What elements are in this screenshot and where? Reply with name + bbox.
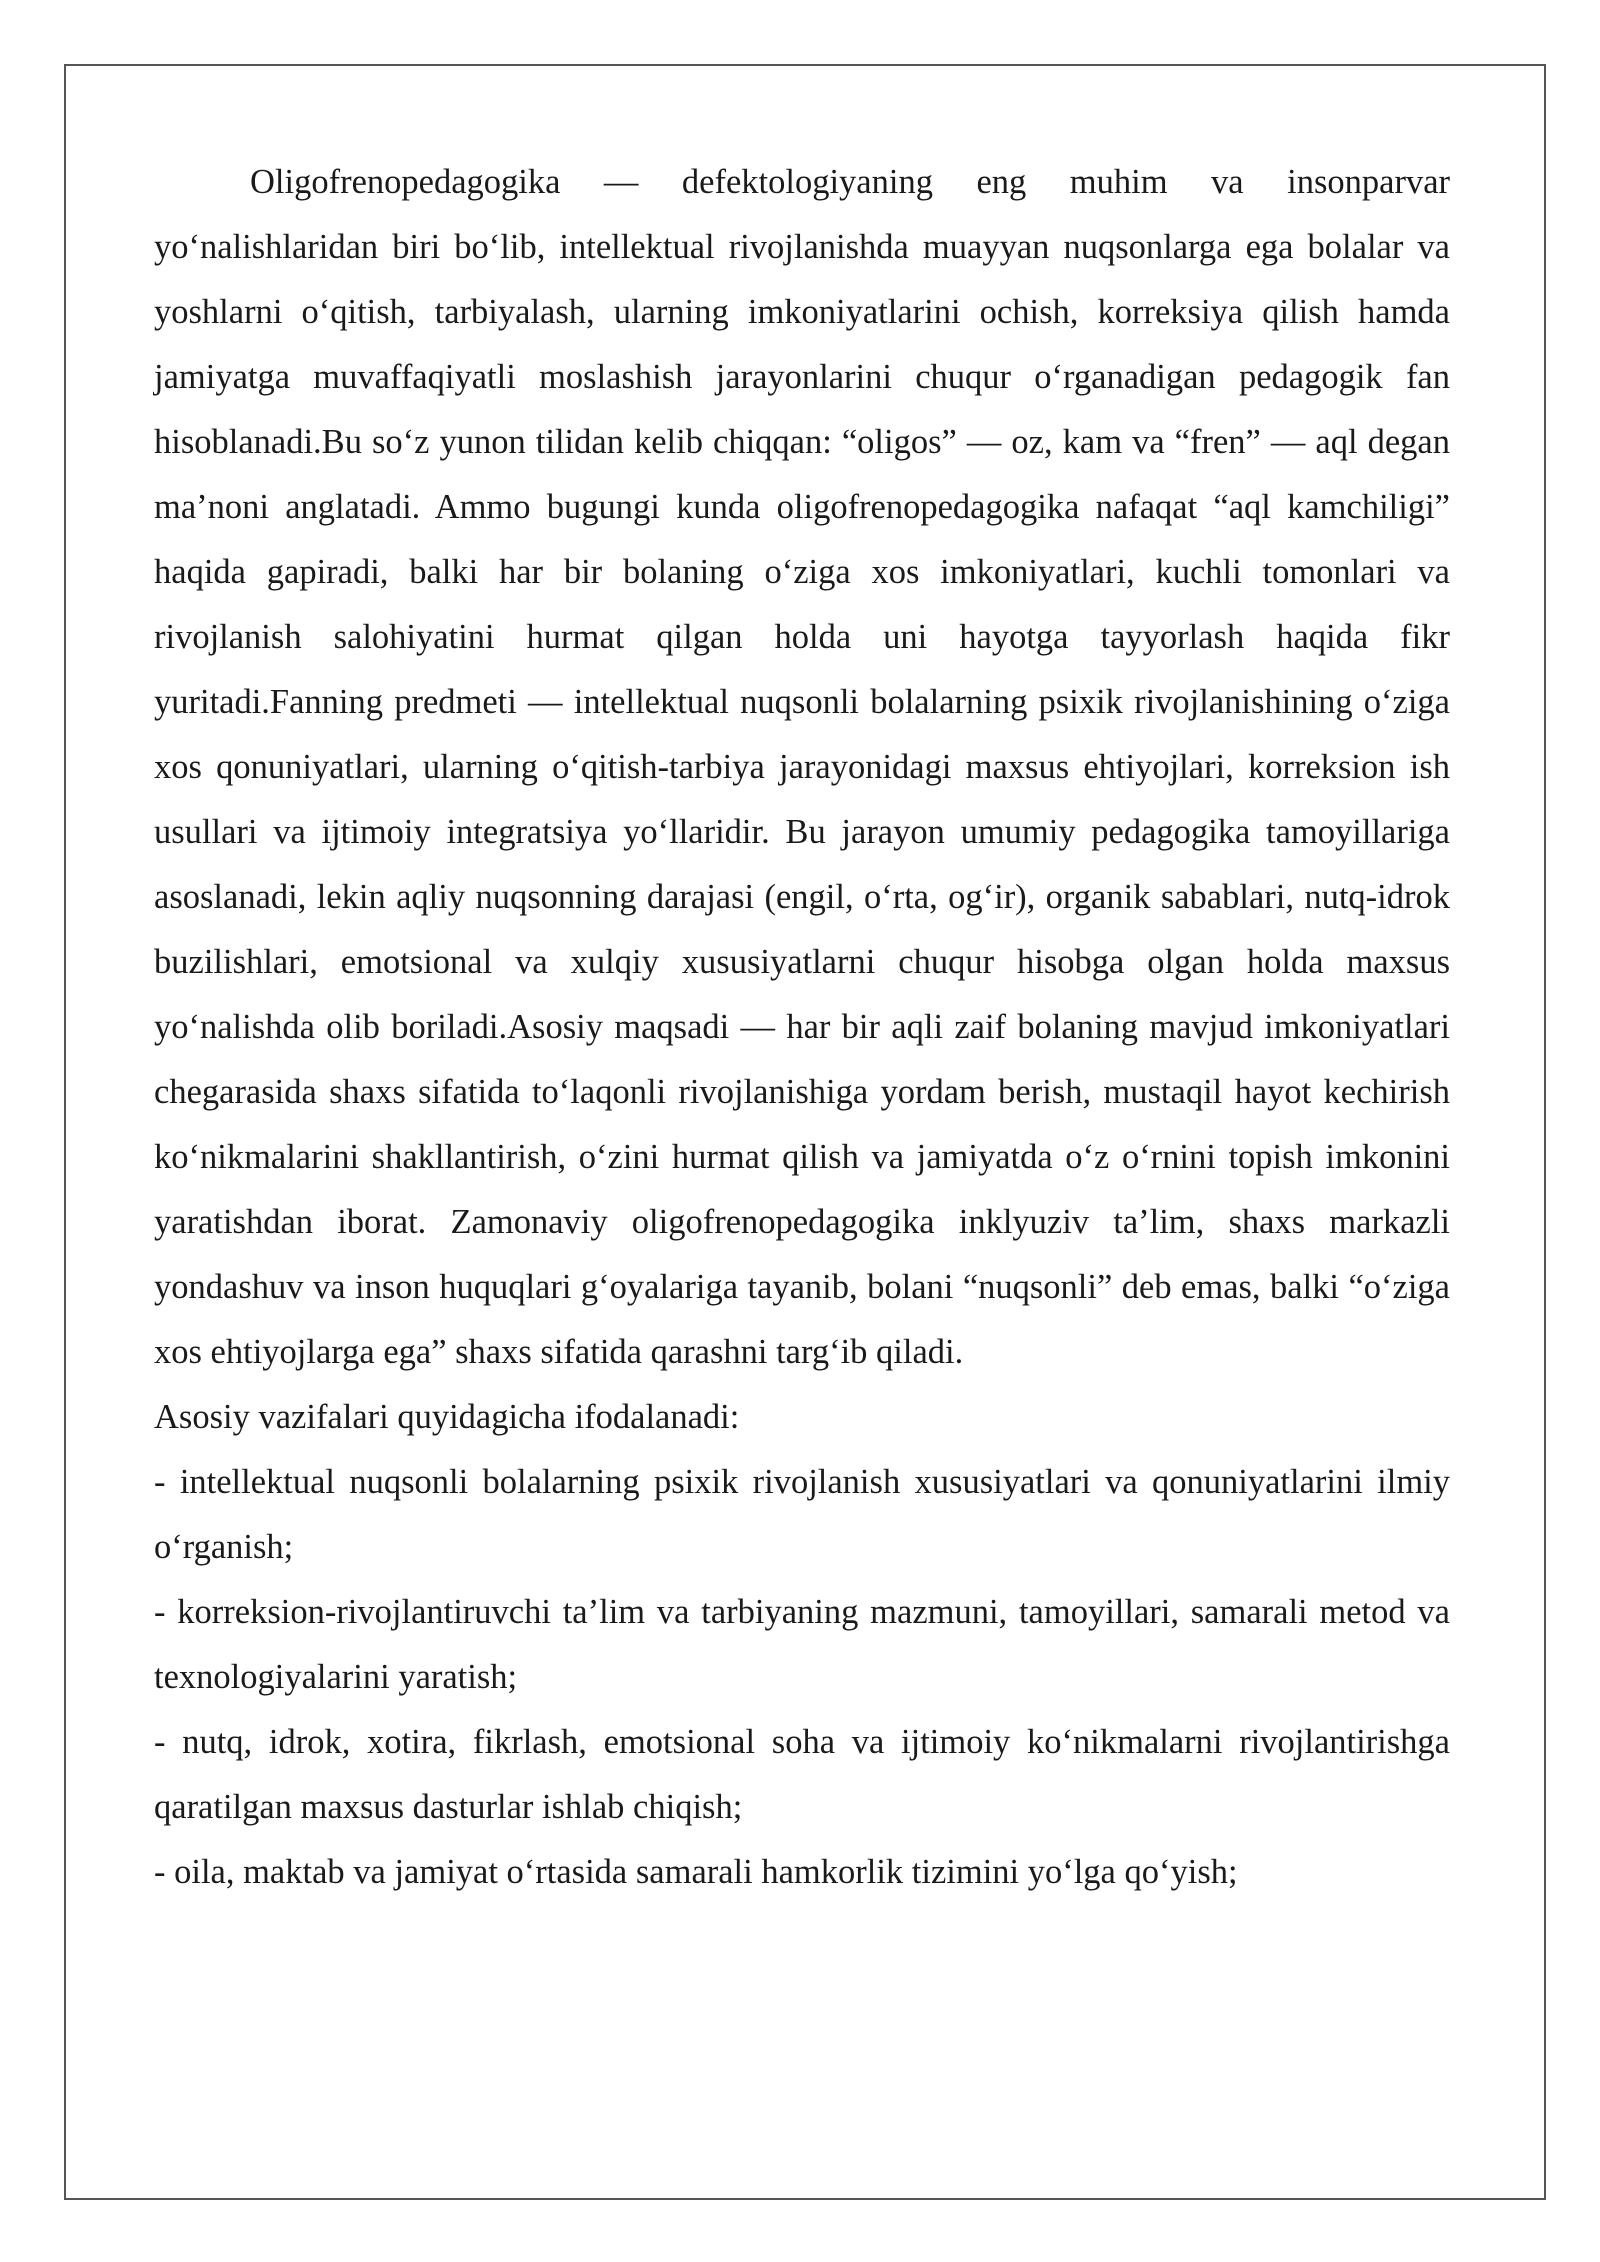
document-body bbox=[154, 150, 1450, 1905]
task-item-2: - korreksion-rivojlantiruvchi ta’lim va tarbiyaning mazmuni, tamoyillari, samarali metod va texnologiyalarini yaratish; bbox=[154, 1593, 1450, 1696]
task-item-4: - oila, maktab va jamiyat o‘rtasida samarali hamkorlik tizimini yo‘lga qo‘yish; bbox=[154, 1853, 1238, 1891]
task-item-3: - nutq, idrok, xotira, fikrlash, emotsional soha va ijtimoiy ko‘nikmalarni rivojlantirishga qaratilgan maxsus dasturlar ishlab chiqish; bbox=[154, 1723, 1450, 1826]
tasks-heading: Asosiy vazifalari quyidagicha ifodalanadi: bbox=[154, 1398, 740, 1436]
task-item-1: - intellektual nuqsonli bolalarning psixik rivojlanish xususiyatlari va qonuniyatlarini ilmiy o‘rganish; bbox=[154, 1463, 1450, 1566]
main-paragraph: Oligofrenopedagogika — defektologiyaning eng muhim va insonparvar yo‘nalishlaridan biri bo‘lib, intellektual rivojlanishda muayyan nuqsonlarga ega bolalar va yoshlarni o‘qitish, tarbiyalash, ularning imkoniyatlarini ochish, korreksiya qilish hamda jamiyatga muvaffaqiyatli moslashish jarayonlarini chuqur o‘rganadigan pedagogik fan hisoblanadi.Bu so‘z yunon tilidan kelib chiqqan: “oligos” — oz, kam va “fren” — aql degan ma’noni anglatadi. Ammo bugungi kunda oligofrenopedagogika nafaqat “aql kamchiligi” haqida gapiradi, balki har bir bolaning o‘ziga xos imkoniyatlari, kuchli tomonlari va rivojlanish salohiyatini hurmat qilgan holda uni hayotga tayyorlash haqida fikr yuritadi.Fanning predmeti — intellektual nuqsonli bolalarning psixik rivojlanishining o‘ziga xos qonuniyatlari, ularning o‘qitish-tarbiya jarayonidagi maxsus ehtiyojlari, korreksion ish usullari va ijtimoiy integratsiya yo‘llaridir. Bu jarayon umumiy pedagogika tamoyillariga asoslanadi, lekin aqliy nuqsonning darajasi (engil, o‘rta, og‘ir), organik sabablari, nutq-idrok buzilishlari, emotsional va xulqiy xususiyatlarni chuqur hisobga olgan holda maxsus yo‘nalishda olib boriladi.Asosiy maqsadi — har bir aqli zaif bolaning mavjud imkoniyatlari chegarasida shaxs sifatida to‘laqonli rivojlanishiga yordam berish, mustaqil hayot kechirish ko‘nikmalarini shakllantirish, o‘zini hurmat qilish va jamiyatda o‘z o‘rnini topish imkonini yaratishdan iborat. Zamonaviy oligofrenopedagogika inklyuziv ta’lim, shaxs markazli yondashuv va inson huquqlari g‘oyalariga tayanib, bolani “nuqsonli” deb emas, balki “o‘ziga xos ehtiyojlarga ega” shaxs sifatida qarashni targ‘ib qiladi. bbox=[154, 163, 1450, 1371]
